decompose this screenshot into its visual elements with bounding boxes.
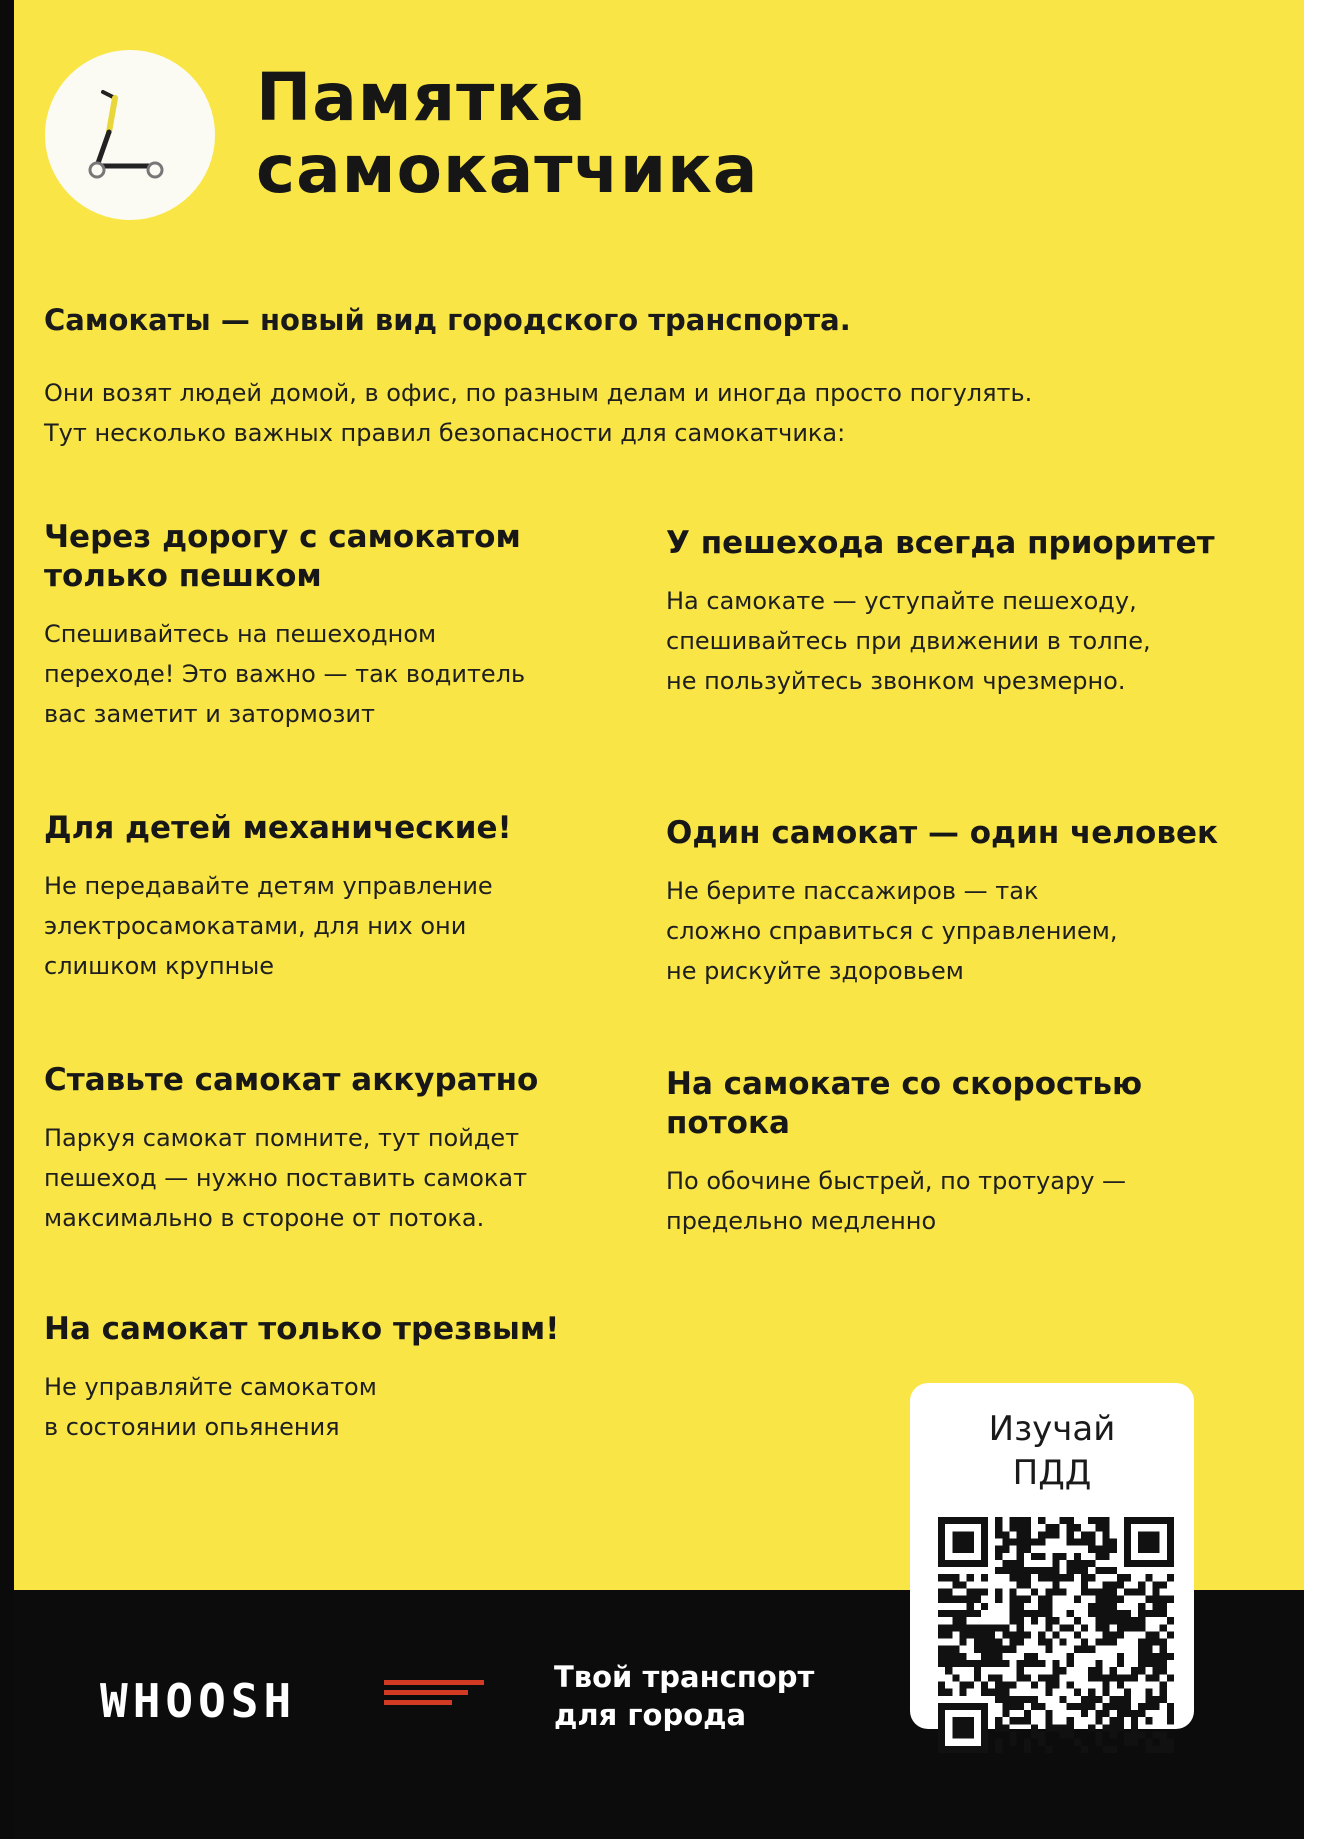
intro-line: Они возят людей домой, в офис, по разным делам и иногда просто погулять. — [44, 379, 1033, 407]
rule-text — [666, 871, 1286, 991]
rule-text-line: пешеход — нужно поставить самокат — [44, 1164, 528, 1192]
rule-parking — [44, 1061, 644, 1238]
rule-title-line: потока — [666, 1105, 790, 1141]
rule-title-line: На самокат только трезвым! — [44, 1311, 560, 1347]
qr-finder-pattern — [938, 1703, 988, 1753]
intro-text — [44, 373, 1244, 453]
rule-title — [44, 1310, 644, 1349]
rule-text-line: в состоянии опьянения — [44, 1413, 340, 1441]
rule-one-person — [666, 814, 1286, 991]
rule-title — [44, 1061, 644, 1100]
rule-text-line: предельно медленно — [666, 1207, 937, 1235]
rule-title — [666, 814, 1286, 853]
logo-badge — [45, 50, 215, 220]
rule-sober — [44, 1310, 644, 1447]
rule-text-line: не пользуйтесь звонком чрезмерно. — [666, 667, 1126, 695]
rule-title-line: Ставьте самокат аккуратно — [44, 1062, 539, 1098]
rule-text — [44, 866, 644, 986]
qr-finder-pattern — [1124, 1517, 1174, 1567]
rule-text-line: максимально в стороне от потока. — [44, 1204, 485, 1232]
qr-label — [910, 1407, 1194, 1495]
rule-text-line: сложно справиться с управлением, — [666, 917, 1118, 945]
rule-text-line: электросамокатами, для них они — [44, 912, 467, 940]
rule-text-line: На самокате — уступайте пешеходу, — [666, 587, 1137, 615]
rule-title — [44, 809, 644, 848]
rule-text — [44, 1367, 644, 1447]
rule-text-line: Не передавайте детям управление — [44, 872, 493, 900]
brand-speed-lines — [384, 1680, 484, 1716]
rule-text-line: По обочине быстрей, по тротуару — — [666, 1167, 1127, 1195]
rule-text-line: не рискуйте здоровьем — [666, 957, 964, 985]
rule-title — [44, 518, 644, 596]
rule-text-line: Не берите пассажиров — так — [666, 877, 1039, 905]
intro-line: Тут несколько важных правил безопасности для самокатчика: — [44, 419, 846, 447]
rule-children — [44, 809, 644, 986]
qr-label-line: Изучай — [988, 1409, 1116, 1449]
rule-title — [666, 1065, 1286, 1143]
rule-text-line: переходе! Это важно — так водитель — [44, 660, 526, 688]
rule-flow-speed — [666, 1065, 1286, 1241]
rule-title-line: На самокате со скоростью — [666, 1066, 1143, 1102]
scan-border-left — [0, 0, 14, 1839]
rule-text-line: Не управляйте самокатом — [44, 1373, 377, 1401]
rule-text — [666, 1161, 1286, 1241]
rule-pedestrian-priority — [666, 524, 1286, 701]
page-title-line: самокатчика — [256, 131, 759, 208]
rule-text-line: вас заметит и затормозит — [44, 700, 375, 728]
qr-label-line: ПДД — [1012, 1453, 1092, 1493]
rule-title-line: Для детей механические! — [44, 810, 512, 846]
rule-crossing — [44, 518, 644, 734]
rule-text-line: Спешивайтесь на пешеходном — [44, 620, 437, 648]
rule-text-line: Паркуя самокат помните, тут пойдет — [44, 1124, 520, 1152]
qr-code[interactable] — [938, 1517, 1174, 1753]
rule-title-line: Один самокат — один человек — [666, 815, 1219, 851]
tagline — [554, 1658, 814, 1734]
rule-text-line: спешивайтесь при движении в толпе, — [666, 627, 1151, 655]
qr-finder-pattern — [938, 1517, 988, 1567]
flyer — [14, 0, 1304, 1839]
tagline-line: Твой транспорт — [554, 1660, 815, 1694]
page-title — [256, 59, 759, 208]
rule-text — [666, 581, 1286, 701]
rule-title-line: Через дорогу с самокатом — [44, 519, 521, 555]
tagline-line: для города — [554, 1698, 747, 1732]
brand-logo: WHOOSH — [100, 1674, 297, 1728]
scooter-icon — [85, 86, 175, 186]
rule-text — [44, 614, 644, 734]
qr-card[interactable] — [910, 1383, 1194, 1729]
rule-title — [666, 524, 1286, 563]
intro-heading: Самокаты — новый вид городского транспорта. — [44, 303, 851, 337]
page-title-line: Памятка — [256, 59, 587, 136]
scan-border-right — [1304, 0, 1320, 1839]
rule-text-line: слишком крупные — [44, 952, 275, 980]
rule-title-line: только пешком — [44, 558, 322, 594]
rule-title-line: У пешехода всегда приоритет — [666, 525, 1215, 561]
rule-text — [44, 1118, 644, 1238]
